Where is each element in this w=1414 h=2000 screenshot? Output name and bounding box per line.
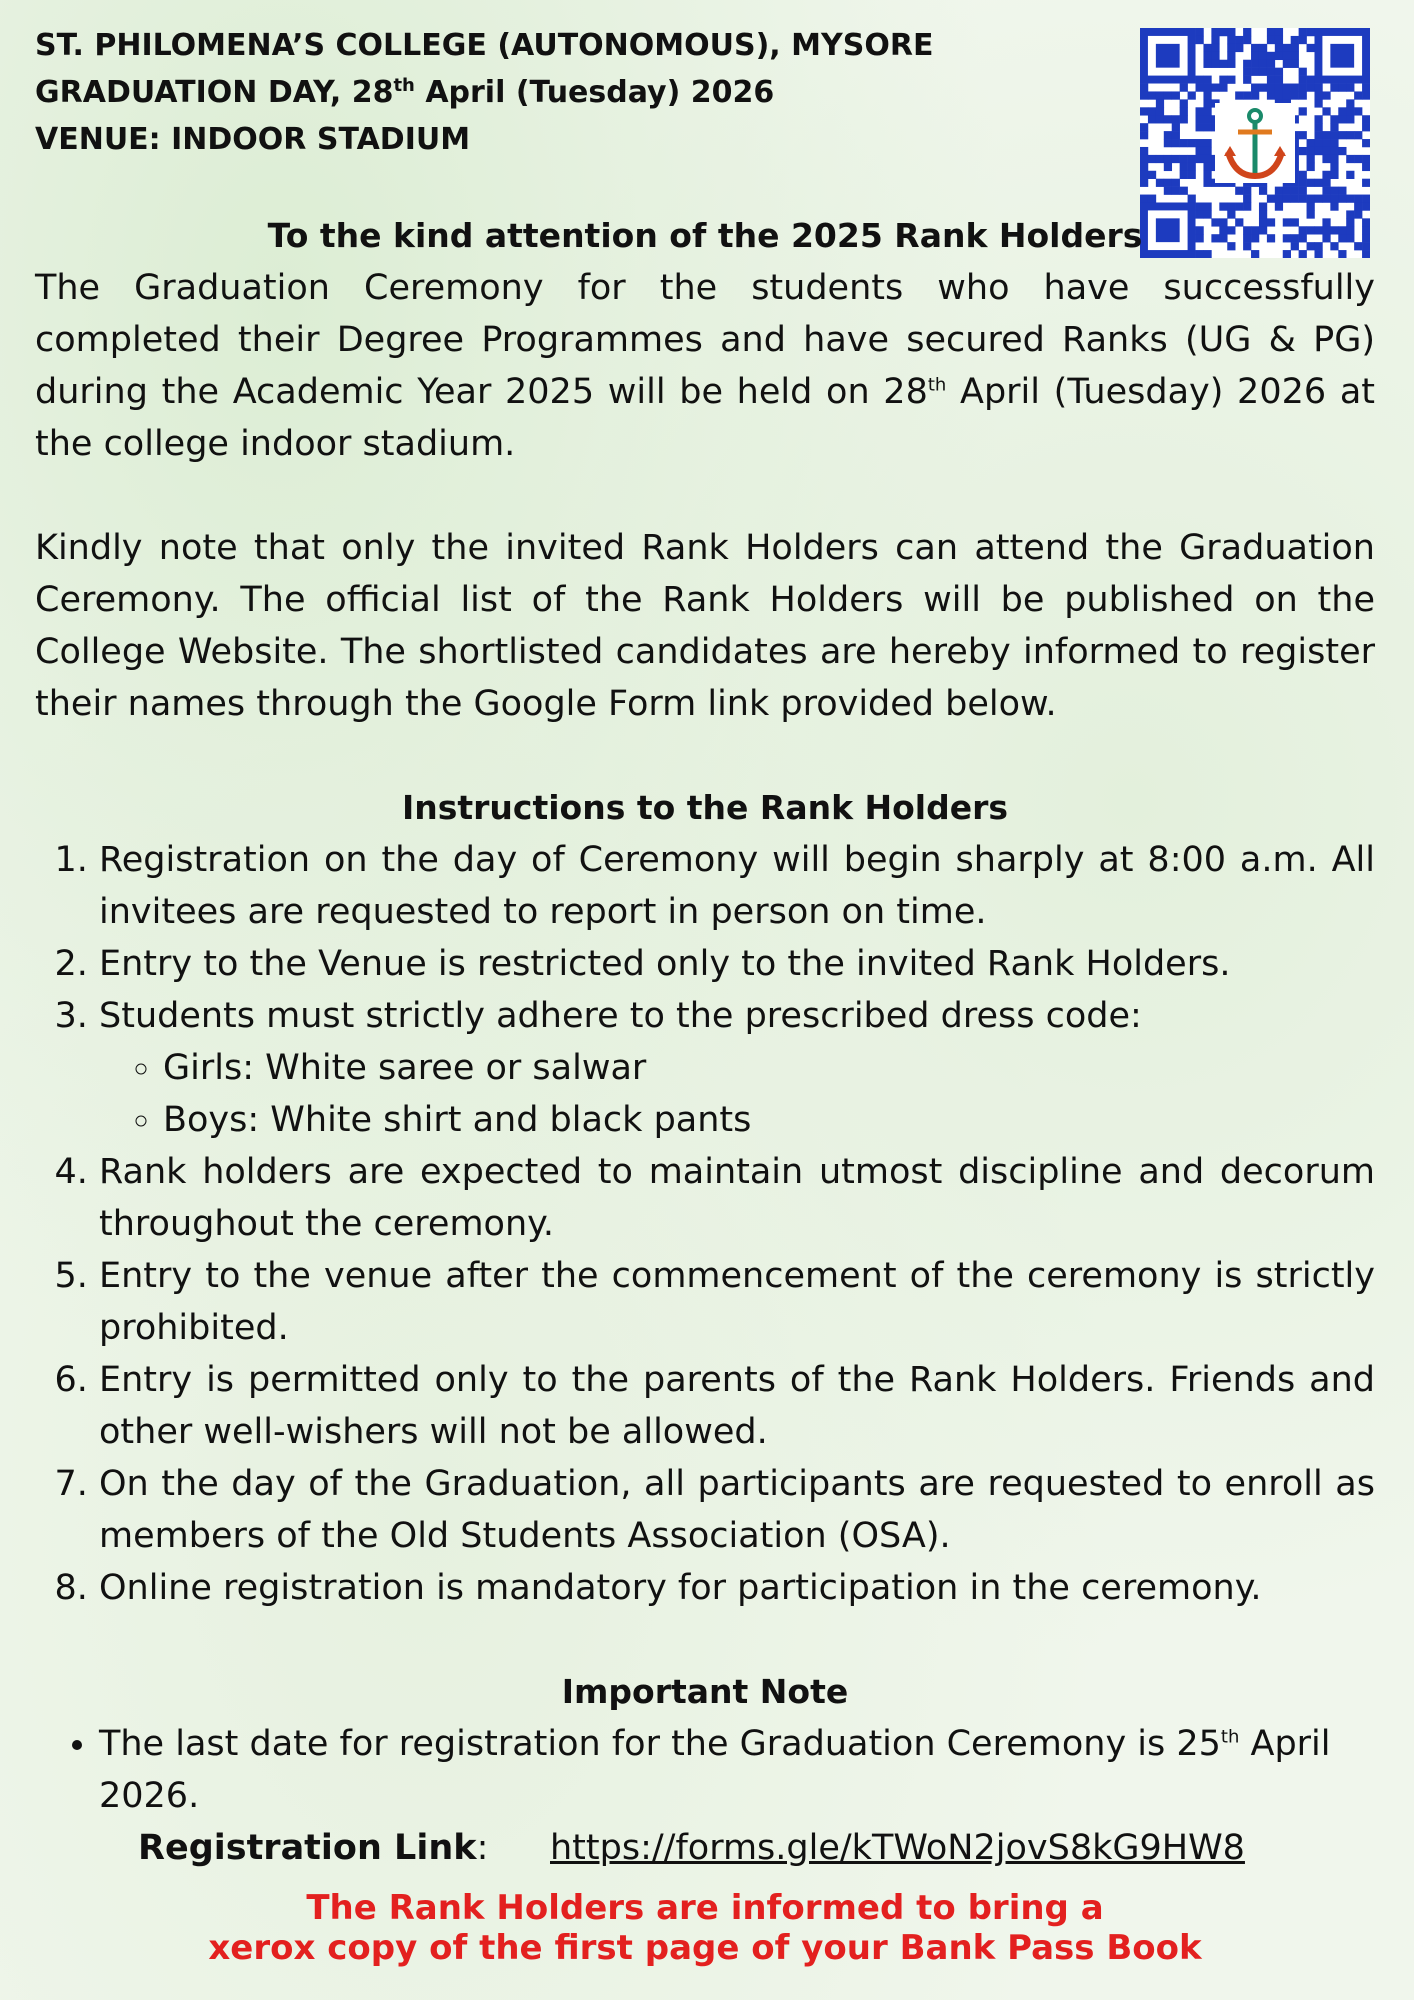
- bank-passbook-notice: The Rank Holders are informed to bring a xerox copy of the first page of your Bank Pass Book: [208, 1888, 1202, 1968]
- instructions-list: [35, 834, 1375, 1614]
- attention-paragraph-1: The Graduation Ceremony for the students who have successfully completed their Degree Programmes and have secured Ranks (UG & PG) during the Academic Year 2025 will be held on 28th April (Tuesday) 2026 at the college indoor stadium.: [35, 268, 1375, 464]
- document-body: [35, 210, 1375, 1968]
- instructions-title: Instructions to the Rank Holders: [401, 788, 1009, 827]
- registration-link-row: [35, 1822, 1375, 1874]
- list-item: 2. Entry to the Venue is restricted only to the invited Rank Holders.: [99, 938, 1375, 990]
- document-header: [35, 22, 933, 163]
- graduation-date: GRADUATION DAY, 28th April (Tuesday) 2026: [35, 75, 775, 110]
- attention-paragraph-2: Kindly note that only the invited Rank Holders can attend the Graduation Ceremony. The official list of the Rank Holders will be published on the College Website. The shortlisted candidates are hereby informed to register their names through the Google Form link provided below.: [35, 528, 1375, 724]
- list-item: 5. Entry to the venue after the commencement of the ceremony is strictly prohibited.: [99, 1250, 1375, 1354]
- list-item: • The last date for registration for the Graduation Ceremony is 25th April 2026.: [99, 1718, 1375, 1822]
- list-item: ◦ Girls: White saree or salwar: [163, 1042, 1375, 1094]
- list-item: ◦ Boys: White shirt and black pants: [163, 1094, 1375, 1146]
- attention-title: To the kind attention of the 2025 Rank Holders: [267, 216, 1143, 255]
- college-name: ST. PHILOMENA’S COLLEGE (AUTONOMOUS), MYSORE: [35, 28, 934, 63]
- list-item: 6. Entry is permitted only to the parents of the Rank Holders. Friends and other well-wishers will not be allowed.: [99, 1354, 1375, 1458]
- list-item: 4. Rank holders are expected to maintain utmost discipline and decorum throughout the ceremony.: [99, 1146, 1375, 1250]
- dress-code-list: [99, 1042, 1375, 1146]
- important-note-list: [35, 1718, 1375, 1822]
- list-item: 8. Online registration is mandatory for participation in the ceremony.: [99, 1562, 1375, 1614]
- important-note-title: Important Note: [561, 1672, 849, 1711]
- list-item: 1. Registration on the day of Ceremony will begin sharply at 8:00 a.m. All invitees are requested to report in person on time.: [99, 834, 1375, 938]
- venue: VENUE: INDOOR STADIUM: [35, 122, 471, 157]
- registration-link-label: Registration Link:: [138, 1828, 489, 1868]
- registration-link[interactable]: https://forms.gle/kTWoN2jovS8kG9HW8: [550, 1828, 1245, 1868]
- list-item: 7. On the day of the Graduation, all participants are requested to enroll as members of the Old Students Association (OSA).: [99, 1458, 1375, 1562]
- list-item: 3. Students must strictly adhere to the prescribed dress code: ◦ Girls: White saree or salwar ◦ Boys: White shirt and black pants: [99, 990, 1375, 1146]
